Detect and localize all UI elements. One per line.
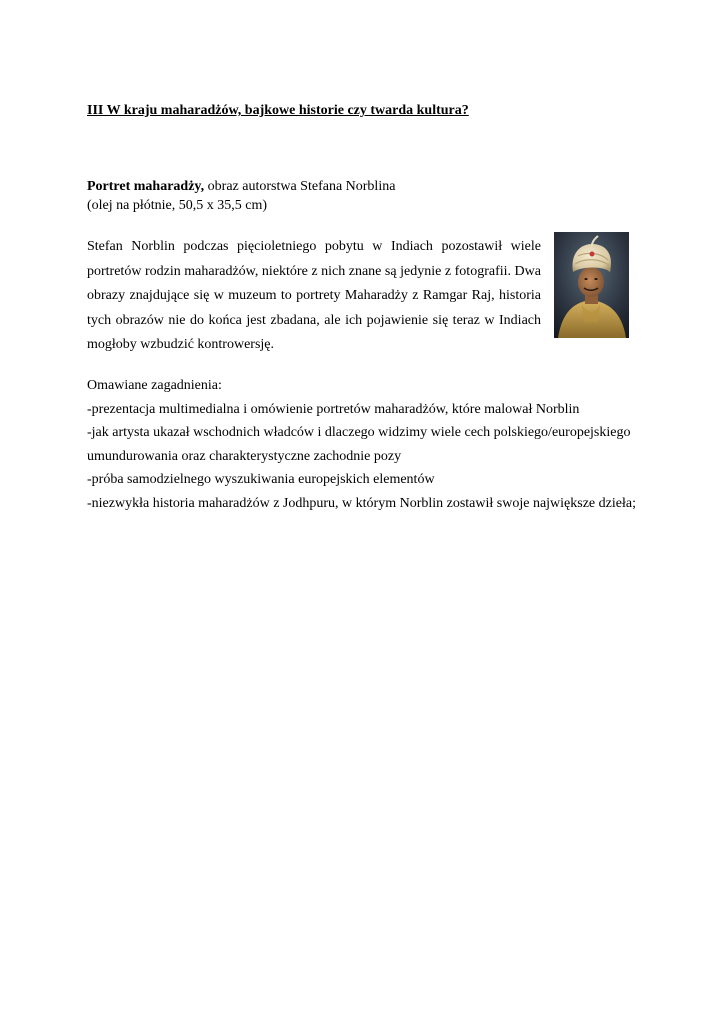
artwork-author: obraz autorstwa Stefana Norblina xyxy=(204,179,396,194)
section-heading: III W kraju maharadżów, bajkowe historie czy twarda kultura? xyxy=(87,103,469,118)
topic-item: -próba samodzielnego wyszukiwania europejskich elementów xyxy=(87,472,435,487)
topic-item: -niezwykła historia maharadżów z Jodhpuru, w którym Norblin zostawił swoje największe dzieła; xyxy=(87,495,636,511)
artwork-title: Portret maharadży, xyxy=(87,179,205,194)
intro-paragraph: Stefan Norblin podczas pięcioletniego pobytu w Indiach pozostawił wiele portretów rodzin maharadżów, niektóre z nich znane są jedynie z fotografii. Dwa obrazy znajdujące się w muzeum to portrety Maharadży z Ramgar Raj, historia tych obrazów nie do końca jest zbadana, ale ich pojawienie się teraz w Indiach mogłoby wzbudzić kontrowersję. xyxy=(87,239,541,352)
artwork-caption xyxy=(87,177,395,215)
maharaja-portrait-image xyxy=(554,232,629,338)
topic-item: -prezentacja multimedialna i omówienie portretów maharadżów, które malował Norblin xyxy=(87,401,580,417)
artwork-medium: (olej na płótnie, 50,5 x 35,5 cm) xyxy=(87,198,268,213)
topic-item: umundurowania oraz charakterystyczne zachodnie pozy xyxy=(87,448,402,464)
topics-section xyxy=(87,374,647,515)
topics-label: Omawiane zagadnienia: xyxy=(87,378,222,393)
topic-item: -jak artysta ukazał wschodnich władców i dlaczego widzimy wiele cech polskiego/europejskiego xyxy=(87,425,631,440)
